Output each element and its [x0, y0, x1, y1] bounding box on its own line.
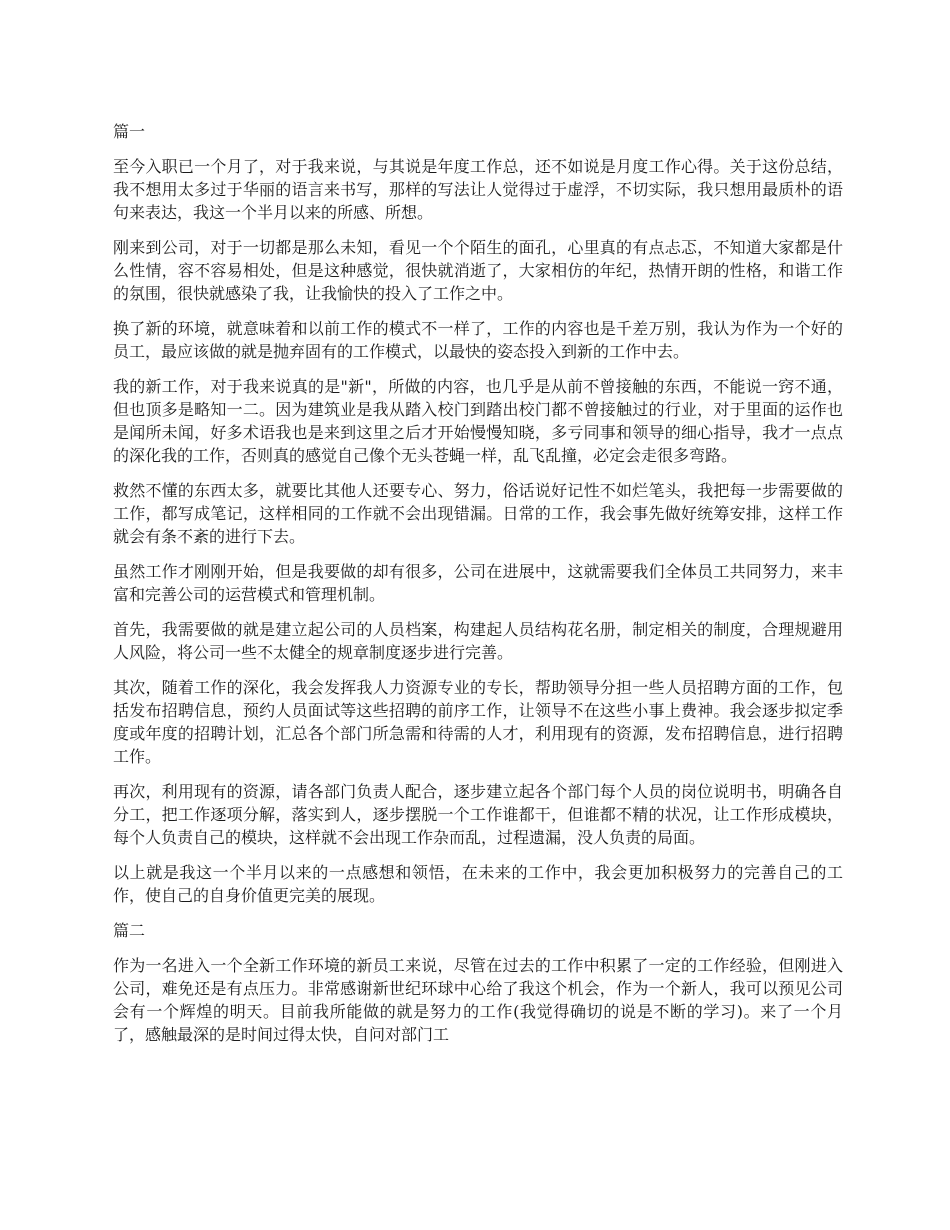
paragraph: 至今入职已一个月了，对于我来说，与其说是年度工作总，还不如说是月度工作心得。关于这份总结，我不想用太多过于华丽的语言来书写，那样的写法让人觉得过于虚浮，不切实际，我只想用最质朴的语句来表达，我这一个半月以来的所感、所想。 [113, 157, 843, 222]
paragraph: 换了新的环境，就意味着和以前工作的模式不一样了，工作的内容也是千差万别，我认为作为一个好的员工，最应该做的就是抛弃固有的工作模式，以最快的姿态投入到新的工作中去。 [113, 319, 843, 361]
paragraph: 以上就是我这一个半月以来的一点感想和领悟，在未来的工作中，我会更加积极努力的完善自己的工作，使自己的自身价值更完美的展现。 [113, 863, 843, 905]
paragraph: 作为一名进入一个全新工作环境的新员工来说，尽管在过去的工作中积累了一定的工作经验，但刚进入公司，难免还是有点压力。非常感谢新世纪环球中心给了我这个机会，作为一个新人，我可以预见公司会有一个辉煌的明天。目前我所能做的就是努力的工作(我觉得确切的说是不断的学习)。来了一个月了，感触最深的是时间过得太快，自问对部门工 [113, 956, 843, 1044]
paragraph: 我的新工作，对于我来说真的是"新"，所做的内容，也几乎是从前不曾接触的东西，不能说一窍不通，但也顶多是略知一二。因为建筑业是我从踏入校门到踏出校门都不曾接触过的行业，对于里面的运作也是闻所未闻，好多术语我也是来到这里之后才开始慢慢知晓，多亏同事和领导的细心指导，我才一点点的深化我的工作，否则真的感觉自己像个无头苍蝇一样，乱飞乱撞，必定会走很多弯路。 [113, 377, 843, 465]
paragraph: 再次，利用现有的资源，请各部门负责人配合，逐步建立起各个部门每个人员的岗位说明书，明确各自分工，把工作逐项分解，落实到人，逐步摆脱一个工作谁都干，但谁都不精的状况，让工作形成模块，每个人负责自己的模块，这样就不会出现工作杂而乱，过程遗漏，没人负责的局面。 [113, 782, 843, 847]
section-heading-1: 篇一 [113, 122, 146, 141]
paragraph: 其次，随着工作的深化，我会发挥我人力资源专业的专长，帮助领导分担一些人员招聘方面的工作，包括发布招聘信息，预约人员面试等这些招聘的前序工作，让领导不在这些小事上费神。我会逐步拟定季度或年度的招聘计划，汇总各个部门所急需和待需的人才，利用现有的资源，发布招聘信息，进行招聘工作。 [113, 678, 843, 766]
paragraph: 虽然工作才刚刚开始，但是我要做的却有很多，公司在进展中，这就需要我们全体员工共同努力，来丰富和完善公司的运营模式和管理机制。 [113, 562, 843, 604]
paragraph: 首先，我需要做的就是建立起公司的人员档案，构建起人员结构花名册，制定相关的制度，合理规避用人风险，将公司一些不太健全的规章制度逐步进行完善。 [113, 620, 843, 662]
document-page [113, 120, 843, 1058]
section-heading-2: 篇二 [113, 921, 146, 940]
paragraph: 救然不懂的东西太多，就要比其他人还要专心、努力，俗话说好记性不如烂笔头，我把每一步需要做的工作，都写成笔记，这样相同的工作就不会出现错漏。日常的工作，我会事先做好统筹安排，这样工作就会有条不紊的进行下去。 [113, 481, 843, 546]
paragraph: 刚来到公司，对于一切都是那么未知，看见一个个陌生的面孔，心里真的有点忐忑，不知道大家都是什么性情，容不容易相处，但是这种感觉，很快就消逝了，大家相仿的年纪，热情开朗的性格，和谐工作的氛围，很快就感染了我，让我愉快的投入了工作之中。 [113, 238, 843, 303]
